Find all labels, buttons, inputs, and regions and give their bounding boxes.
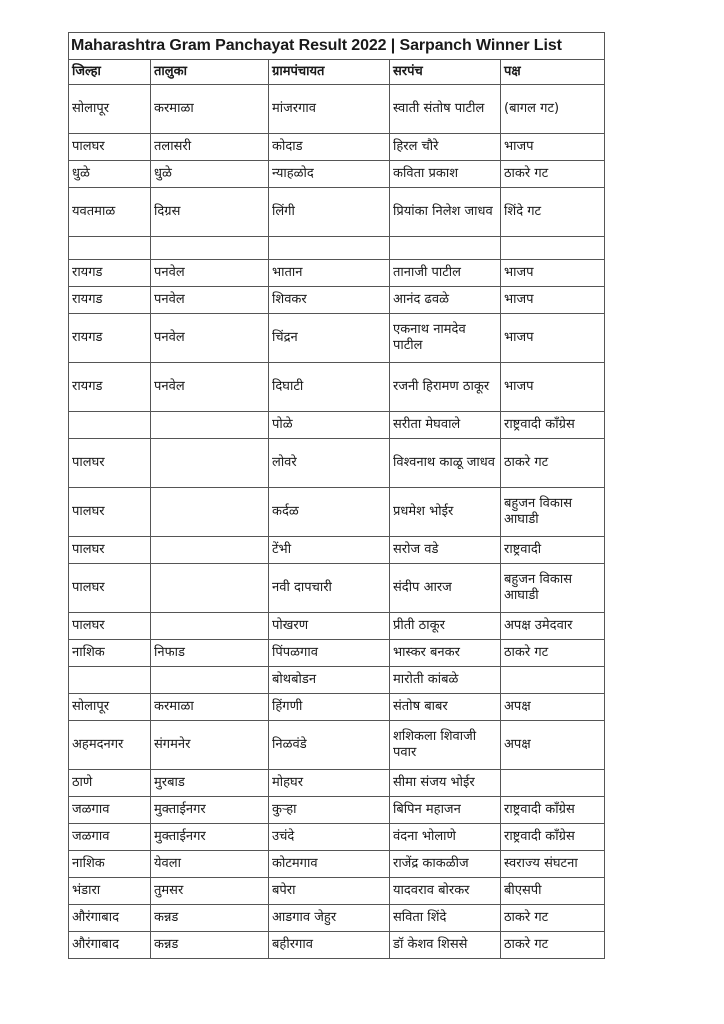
column-header-sarpanch: सरपंच xyxy=(390,60,501,85)
party-cell: राष्ट्रवादी काँग्रेस xyxy=(501,824,605,851)
sarpanch-cell: यादवराव बोरकर xyxy=(390,878,501,905)
table-row xyxy=(69,439,605,488)
gram-panchayat-cell: टेंभी xyxy=(269,537,390,564)
column-header-district: जिल्हा xyxy=(69,60,151,85)
party-cell: भाजप xyxy=(501,287,605,314)
district-cell: धुळे xyxy=(69,161,151,188)
taluka-cell: धुळे xyxy=(151,161,269,188)
taluka-cell xyxy=(151,537,269,564)
district-cell: रायगड xyxy=(69,314,151,363)
taluka-cell xyxy=(151,613,269,640)
table-row xyxy=(69,134,605,161)
district-cell: नाशिक xyxy=(69,851,151,878)
table-row xyxy=(69,237,605,260)
taluka-cell: करमाळा xyxy=(151,694,269,721)
table-row xyxy=(69,188,605,237)
taluka-cell: कन्नड xyxy=(151,932,269,959)
district-cell: नाशिक xyxy=(69,640,151,667)
sarpanch-cell: संतोष बाबर xyxy=(390,694,501,721)
sarpanch-cell: बिपिन महाजन xyxy=(390,797,501,824)
district-cell: पालघर xyxy=(69,537,151,564)
table-row xyxy=(69,721,605,770)
table-row xyxy=(69,694,605,721)
sarpanch-results-document xyxy=(68,32,604,959)
table-row xyxy=(69,314,605,363)
table-row xyxy=(69,537,605,564)
table-row xyxy=(69,287,605,314)
table-row xyxy=(69,564,605,613)
sarpanch-cell: स्वाती संतोष पाटील xyxy=(390,85,501,134)
district-cell: पालघर xyxy=(69,439,151,488)
table-row xyxy=(69,932,605,959)
taluka-cell: पनवेल xyxy=(151,363,269,412)
gram-panchayat-cell: दिघाटी xyxy=(269,363,390,412)
taluka-cell: निफाड xyxy=(151,640,269,667)
gram-panchayat-cell: शिवकर xyxy=(269,287,390,314)
table-row xyxy=(69,640,605,667)
party-cell: राष्ट्रवादी xyxy=(501,537,605,564)
district-cell xyxy=(69,667,151,694)
table-row xyxy=(69,85,605,134)
district-cell: औरंगाबाद xyxy=(69,905,151,932)
gram-panchayat-cell: भातान xyxy=(269,260,390,287)
district-cell: रायगड xyxy=(69,287,151,314)
party-cell: राष्ट्रवादी काँग्रेस xyxy=(501,797,605,824)
table-row xyxy=(69,613,605,640)
column-header-taluka: तालुका xyxy=(151,60,269,85)
table-row xyxy=(69,488,605,537)
sarpanch-cell: कविता प्रकाश xyxy=(390,161,501,188)
sarpanch-cell: प्रीती ठाकूर xyxy=(390,613,501,640)
sarpanch-cell: प्रियांका निलेश जाधव xyxy=(390,188,501,237)
gram-panchayat-cell xyxy=(269,237,390,260)
district-cell: जळगाव xyxy=(69,797,151,824)
party-cell: ठाकरे गट xyxy=(501,640,605,667)
party-cell: शिंदे गट xyxy=(501,188,605,237)
sarpanch-cell: सरीता मेघवाले xyxy=(390,412,501,439)
gram-panchayat-cell: हिंगणी xyxy=(269,694,390,721)
gram-panchayat-cell: आडगाव जेहुर xyxy=(269,905,390,932)
sarpanch-cell: तानाजी पाटील xyxy=(390,260,501,287)
taluka-cell: तलासरी xyxy=(151,134,269,161)
sarpanch-cell: आनंद ढवळे xyxy=(390,287,501,314)
sarpanch-cell: सविता शिंदे xyxy=(390,905,501,932)
sarpanch-cell: एकनाथ नामदेव पाटील xyxy=(390,314,501,363)
taluka-cell: करमाळा xyxy=(151,85,269,134)
party-cell: भाजप xyxy=(501,134,605,161)
sarpanch-cell: भास्कर बनकर xyxy=(390,640,501,667)
district-cell: औरंगाबाद xyxy=(69,932,151,959)
taluka-cell: मुक्ताईनगर xyxy=(151,797,269,824)
taluka-cell: पनवेल xyxy=(151,314,269,363)
party-cell: राष्ट्रवादी काँग्रेस xyxy=(501,412,605,439)
gram-panchayat-cell: चिंद्रन xyxy=(269,314,390,363)
table-row xyxy=(69,161,605,188)
sarpanch-cell: सरोज वडे xyxy=(390,537,501,564)
gram-panchayat-cell: बहीरगाव xyxy=(269,932,390,959)
table-row xyxy=(69,412,605,439)
sarpanch-cell: मारोती कांबळे xyxy=(390,667,501,694)
party-cell: अपक्ष xyxy=(501,694,605,721)
gram-panchayat-cell: कुऱ्हा xyxy=(269,797,390,824)
table-row xyxy=(69,770,605,797)
gram-panchayat-cell: बपेरा xyxy=(269,878,390,905)
party-cell: बहुजन विकास आघाडी xyxy=(501,488,605,537)
sarpanch-cell: हिरल चौरे xyxy=(390,134,501,161)
party-cell xyxy=(501,770,605,797)
sarpanch-cell: शशिकला शिवाजी पवार xyxy=(390,721,501,770)
district-cell: पालघर xyxy=(69,613,151,640)
table-title-row xyxy=(69,33,605,60)
table-row xyxy=(69,824,605,851)
party-cell: ठाकरे गट xyxy=(501,439,605,488)
table-row xyxy=(69,905,605,932)
party-cell: भाजप xyxy=(501,260,605,287)
taluka-cell: पनवेल xyxy=(151,260,269,287)
district-cell: भंडारा xyxy=(69,878,151,905)
party-cell: अपक्ष xyxy=(501,721,605,770)
party-cell: भाजप xyxy=(501,314,605,363)
table-row xyxy=(69,878,605,905)
party-cell xyxy=(501,667,605,694)
sarpanch-cell: वंदना भोलाणे xyxy=(390,824,501,851)
sarpanch-cell: रजनी हिरामण ठाकूर xyxy=(390,363,501,412)
district-cell: सोलापूर xyxy=(69,694,151,721)
taluka-cell: संगमनेर xyxy=(151,721,269,770)
table-body xyxy=(69,85,605,959)
district-cell: पालघर xyxy=(69,564,151,613)
district-cell: रायगड xyxy=(69,363,151,412)
party-cell: (बागल गट) xyxy=(501,85,605,134)
taluka-cell: तुमसर xyxy=(151,878,269,905)
table-row xyxy=(69,667,605,694)
taluka-cell: दिग्रस xyxy=(151,188,269,237)
district-cell: अहमदनगर xyxy=(69,721,151,770)
gram-panchayat-cell: कोटमगाव xyxy=(269,851,390,878)
sarpanch-cell: प्रधमेश भोईर xyxy=(390,488,501,537)
gram-panchayat-cell: पोखरण xyxy=(269,613,390,640)
sarpanch-cell: संदीप आरज xyxy=(390,564,501,613)
gram-panchayat-cell: पोळे xyxy=(269,412,390,439)
party-cell: ठाकरे गट xyxy=(501,161,605,188)
party-cell: स्वराज्य संघटना xyxy=(501,851,605,878)
party-cell: अपक्ष उमेदवार xyxy=(501,613,605,640)
party-cell: ठाकरे गट xyxy=(501,932,605,959)
party-cell: बहुजन विकास आघाडी xyxy=(501,564,605,613)
party-cell: ठाकरे गट xyxy=(501,905,605,932)
gram-panchayat-cell: उचंदे xyxy=(269,824,390,851)
district-cell: पालघर xyxy=(69,488,151,537)
gram-panchayat-cell: न्याहळोद xyxy=(269,161,390,188)
district-cell xyxy=(69,412,151,439)
gram-panchayat-cell: पिंपळगाव xyxy=(269,640,390,667)
sarpanch-cell: राजेंद्र काकळीज xyxy=(390,851,501,878)
taluka-cell xyxy=(151,237,269,260)
table-row xyxy=(69,797,605,824)
column-header-gram-panchayat: ग्रामपंचायत xyxy=(269,60,390,85)
taluka-cell xyxy=(151,667,269,694)
gram-panchayat-cell: कोदाड xyxy=(269,134,390,161)
gram-panchayat-cell: मांजरगाव xyxy=(269,85,390,134)
gram-panchayat-cell: लिंगी xyxy=(269,188,390,237)
taluka-cell xyxy=(151,488,269,537)
taluka-cell: कन्नड xyxy=(151,905,269,932)
table-title: Maharashtra Gram Panchayat Result 2022 | Sarpanch Winner List xyxy=(69,33,605,60)
gram-panchayat-cell: लोवरे xyxy=(269,439,390,488)
sarpanch-winner-table xyxy=(68,32,605,959)
gram-panchayat-cell: कर्दळ xyxy=(269,488,390,537)
district-cell: ठाणे xyxy=(69,770,151,797)
sarpanch-cell: सीमा संजय भोईर xyxy=(390,770,501,797)
taluka-cell xyxy=(151,439,269,488)
taluka-cell xyxy=(151,564,269,613)
district-cell: सोलापूर xyxy=(69,85,151,134)
table-row xyxy=(69,363,605,412)
sarpanch-cell: विश्वनाथ काळू जाधव xyxy=(390,439,501,488)
party-cell xyxy=(501,237,605,260)
district-cell xyxy=(69,237,151,260)
gram-panchayat-cell: मोहघर xyxy=(269,770,390,797)
taluka-cell xyxy=(151,412,269,439)
district-cell: जळगाव xyxy=(69,824,151,851)
table-row xyxy=(69,260,605,287)
district-cell: रायगड xyxy=(69,260,151,287)
gram-panchayat-cell: निळवंडे xyxy=(269,721,390,770)
party-cell: बीएसपी xyxy=(501,878,605,905)
party-cell: भाजप xyxy=(501,363,605,412)
sarpanch-cell xyxy=(390,237,501,260)
table-row xyxy=(69,851,605,878)
taluka-cell: मुरबाड xyxy=(151,770,269,797)
district-cell: पालघर xyxy=(69,134,151,161)
taluka-cell: येवला xyxy=(151,851,269,878)
gram-panchayat-cell: बोथबोडन xyxy=(269,667,390,694)
gram-panchayat-cell: नवी दापचारी xyxy=(269,564,390,613)
district-cell: यवतमाळ xyxy=(69,188,151,237)
table-header-row xyxy=(69,60,605,85)
taluka-cell: पनवेल xyxy=(151,287,269,314)
sarpanch-cell: डॉ केशव शिससे xyxy=(390,932,501,959)
column-header-party: पक्ष xyxy=(501,60,605,85)
taluka-cell: मुक्ताईनगर xyxy=(151,824,269,851)
